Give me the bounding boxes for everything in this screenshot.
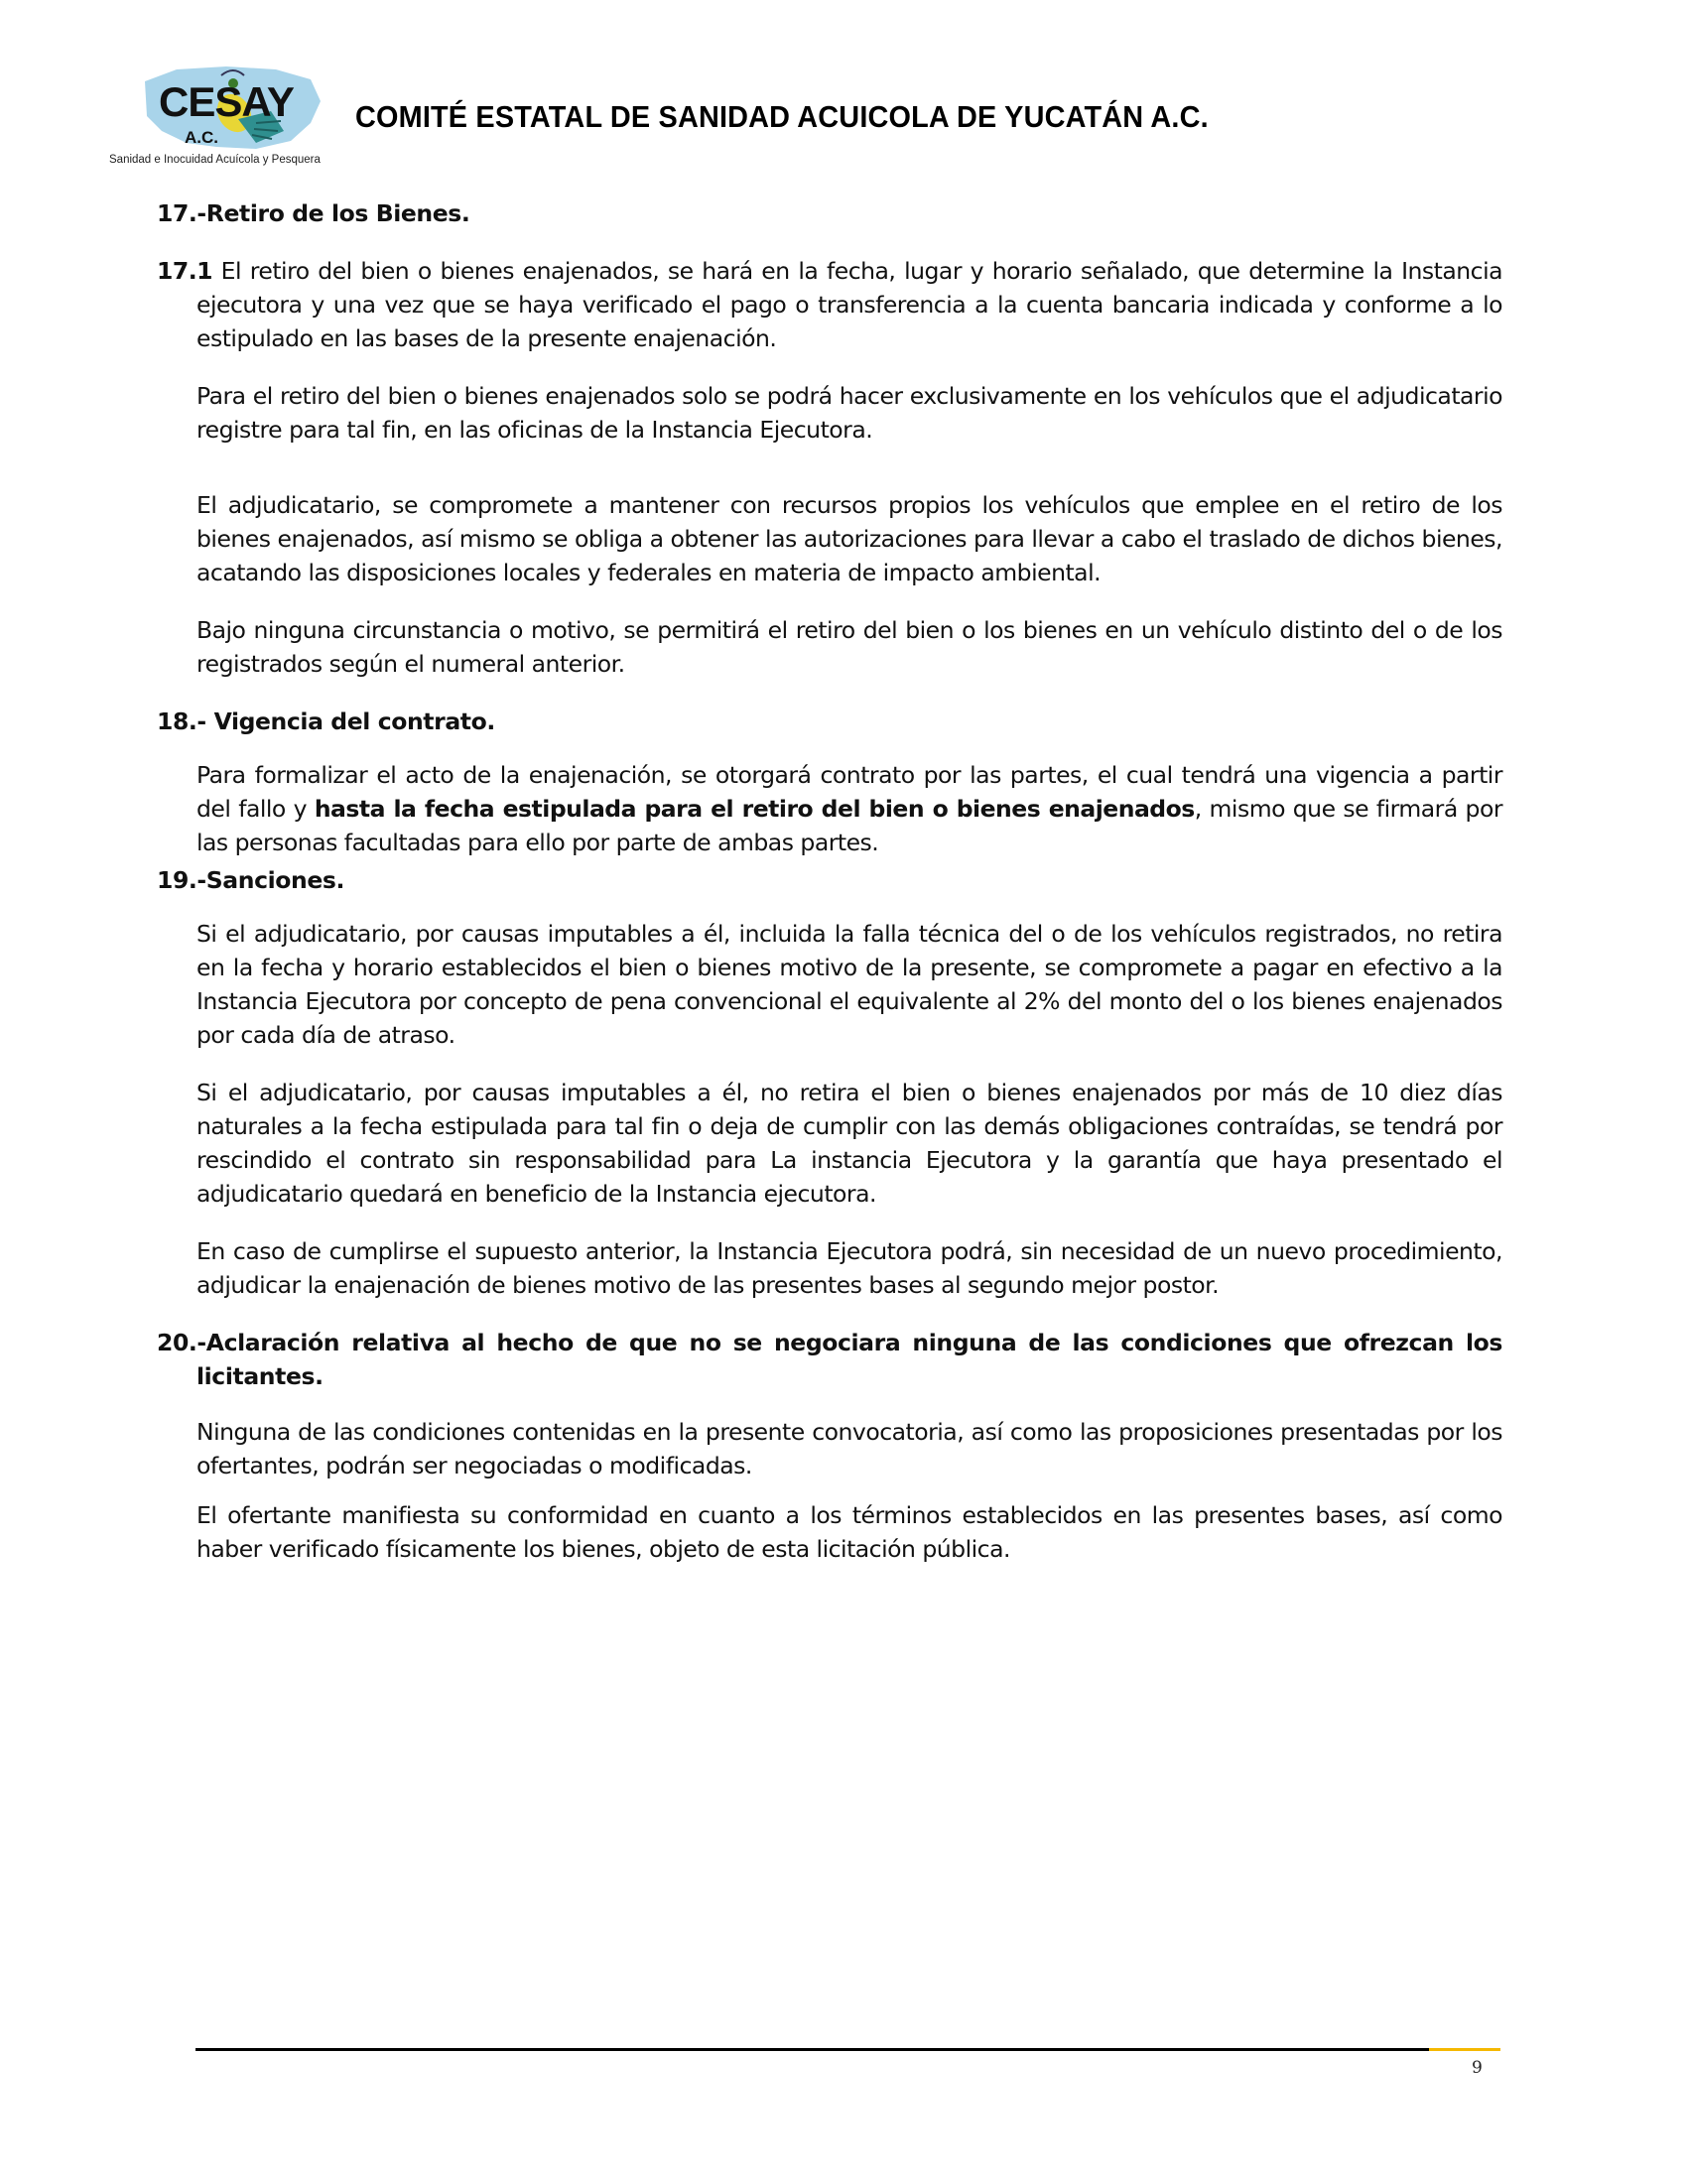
cesay-logo (107, 62, 345, 171)
section-17 (157, 196, 1502, 681)
paragraph: 17.1 El retiro del bien o bienes enajenados, se hará en la fecha, lugar y horario señalado, que determine la Instancia ejecutora y una vez que se haya verificado el pago o transferencia a la cuenta bancaria indicada y conforme a lo estipulado en las bases de la presente enajenación. (157, 257, 1502, 352)
paragraph: Bajo ninguna circunstancia o motivo, se permitirá el retiro del bien o los bienes en un vehículo distinto del o de los registrados según el numeral anterior. (196, 616, 1502, 678)
section-19 (157, 863, 1502, 1302)
svg-text:CESAY: CESAY (159, 78, 294, 125)
paragraph: Si el adjudicatario, por causas imputables a él, no retira el bien o bienes enajenados por más de 10 diez días naturales a la fecha estipulada para tal fin o deja de cumplir con las demás obligaciones contraídas, se tendrá por rescindido el contrato sin responsabilidad para La instancia Ejecutora y la garantía que haya presentado el adjudicatario quedará en beneficio de la Instancia ejecutora. (196, 1079, 1502, 1208)
section-heading: 20.-Aclaración relativa al hecho de que no se negociara ninguna de las condiciones que ofrezcan los licitantes. (157, 1329, 1502, 1390)
section-20 (157, 1326, 1502, 1566)
clause-number: 17.1 (157, 257, 212, 285)
paragraph: El ofertante manifiesta su conformidad en cuanto a los términos establecidos en las presentes bases, así como haber verificado físicamente los bienes, objeto de esta licitación pública. (196, 1501, 1502, 1563)
section-heading: 17.-Retiro de los Bienes. (157, 199, 470, 227)
svg-text:A.C.: A.C. (185, 128, 218, 147)
logo-tagline: Sanidad e Inocuidad Acuícola y Pesquera (109, 154, 321, 166)
page-header (107, 62, 1536, 171)
bold-emphasis: hasta la fecha estipulada para el retiro del bien o bienes enajenados (314, 795, 1195, 823)
paragraph: Ninguna de las condiciones contenidas en la presente convocatoria, así como las proposiciones presentadas por los ofertantes, podrán ser negociadas o modificadas. (196, 1418, 1502, 1479)
section-18 (157, 705, 1502, 859)
section-heading: 19.-Sanciones. (157, 866, 345, 894)
page-number: 9 (1472, 2058, 1483, 2078)
paragraph: Si el adjudicatario, por causas imputables a él, incluida la falla técnica del o de los vehículos registrados, no retira en la fecha y horario establecidos el bien o bienes motivo de la presente, se compromete a pagar en efectivo a la Instancia Ejecutora por concepto de pena convencional el equivalente al 2% del monto del o los bienes enajenados por cada día de atraso. (196, 920, 1502, 1049)
cesay-logo-graphic (107, 62, 345, 156)
paragraph: Para el retiro del bien o bienes enajenados solo se podrá hacer exclusivamente en los vehículos que el adjudicatario registre para tal fin, en las oficinas de la Instancia Ejecutora. (196, 382, 1502, 444)
organization-title: COMITÉ ESTATAL DE SANIDAD ACUICOLA DE YUCATÁN A.C. (355, 99, 1209, 134)
document-body (157, 196, 1502, 1566)
footer-rule (195, 2048, 1429, 2051)
paragraph: En caso de cumplirse el supuesto anterior, la Instancia Ejecutora podrá, sin necesidad de un nuevo procedimiento, adjudicar la enajenación de bienes motivo de las presentes bases al segundo mejor postor. (196, 1237, 1502, 1299)
paragraph: El adjudicatario, se compromete a mantener con recursos propios los vehículos que emplee en el retiro de los bienes enajenados, así mismo se obliga a obtener las autorizaciones para llevar a cabo el traslado de dichos bienes, acatando las disposiciones locales y federales en materia de impacto ambiental. (196, 491, 1502, 586)
paragraph: Para formalizar el acto de la enajenación, se otorgará contrato por las partes, el cual tendrá una vigencia a partir del fallo y hasta la fecha estipulada para el retiro del bien o bienes enajenados, mismo que se firmará por las personas facultadas para ello por parte de ambas partes. (196, 761, 1502, 856)
section-heading: 18.- Vigencia del contrato. (157, 707, 495, 735)
footer-rule-accent (1429, 2048, 1500, 2051)
